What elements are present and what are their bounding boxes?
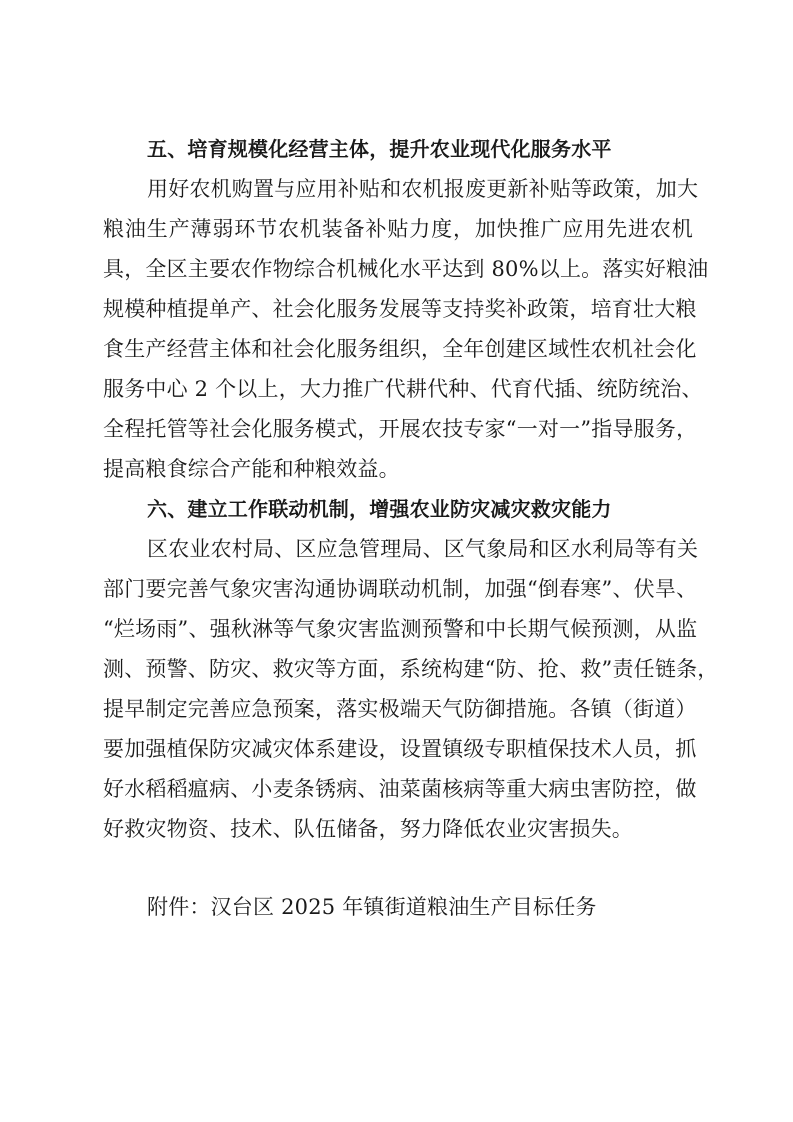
paragraph-line: “烂场雨”、强秋淋等气象灾害监测预警和中长期气候预测，从监 (103, 617, 698, 641)
paragraph-line: 具，全区主要农作物综合机械化水平达到 80%以上。落实好粮油 (103, 257, 709, 281)
paragraph-line: 好水稻稻瘟病、小麦条锈病、油菜菌核病等重大病虫害防控，做 (103, 777, 697, 801)
paragraph-line: 提早制定完善应急预案，落实极端天气防御措施。各镇（街道） (103, 697, 697, 721)
paragraph-line: 部门要完善气象灾害沟通协调联动机制，加强“倒春寒”、伏旱、 (103, 577, 698, 601)
paragraph-line: 提高粮食综合产能和种粮效益。 (103, 457, 400, 481)
paragraph-line: 要加强植保防灾减灾体系建设，设置镇级专职植保技术人员，抓 (103, 737, 697, 761)
paragraph-line: 好救灾物资、技术、队伍储备，努力降低农业灾害损失。 (103, 817, 633, 841)
attachment-note: 附件：汉台区 2025 年镇街道粮油生产目标任务 (147, 895, 597, 919)
paragraph-line: 全程托管等社会化服务模式，开展农技专家“一对一”指导服务， (103, 417, 698, 441)
section-5-heading: 五、培育规模化经营主体，提升农业现代化服务水平 (147, 137, 612, 161)
paragraph-line: 区农业农村局、区应急管理局、区气象局和区水利局等有关 (147, 537, 699, 561)
paragraph-line: 服务中心 2 个以上，大力推广代耕代种、代育代插、统防统治、 (103, 377, 703, 401)
paragraph-line: 食生产经营主体和社会化服务组织，全年创建区域性农机社会化 (103, 337, 697, 361)
paragraph-line: 测、预警、防灾、救灾等方面，系统构建“防、抢、救”责任链条， (103, 657, 719, 681)
paragraph-line: 规模种植提单产、社会化服务发展等支持奖补政策，培育壮大粮 (103, 297, 697, 321)
paragraph-line: 用好农机购置与应用补贴和农机报废更新补贴等政策，加大 (147, 177, 699, 201)
paragraph-line: 粮油生产薄弱环节农机装备补贴力度，加快推广应用先进农机 (103, 217, 693, 241)
section-6-heading: 六、建立工作联动机制，增强农业防灾减灾救灾能力 (147, 497, 612, 521)
